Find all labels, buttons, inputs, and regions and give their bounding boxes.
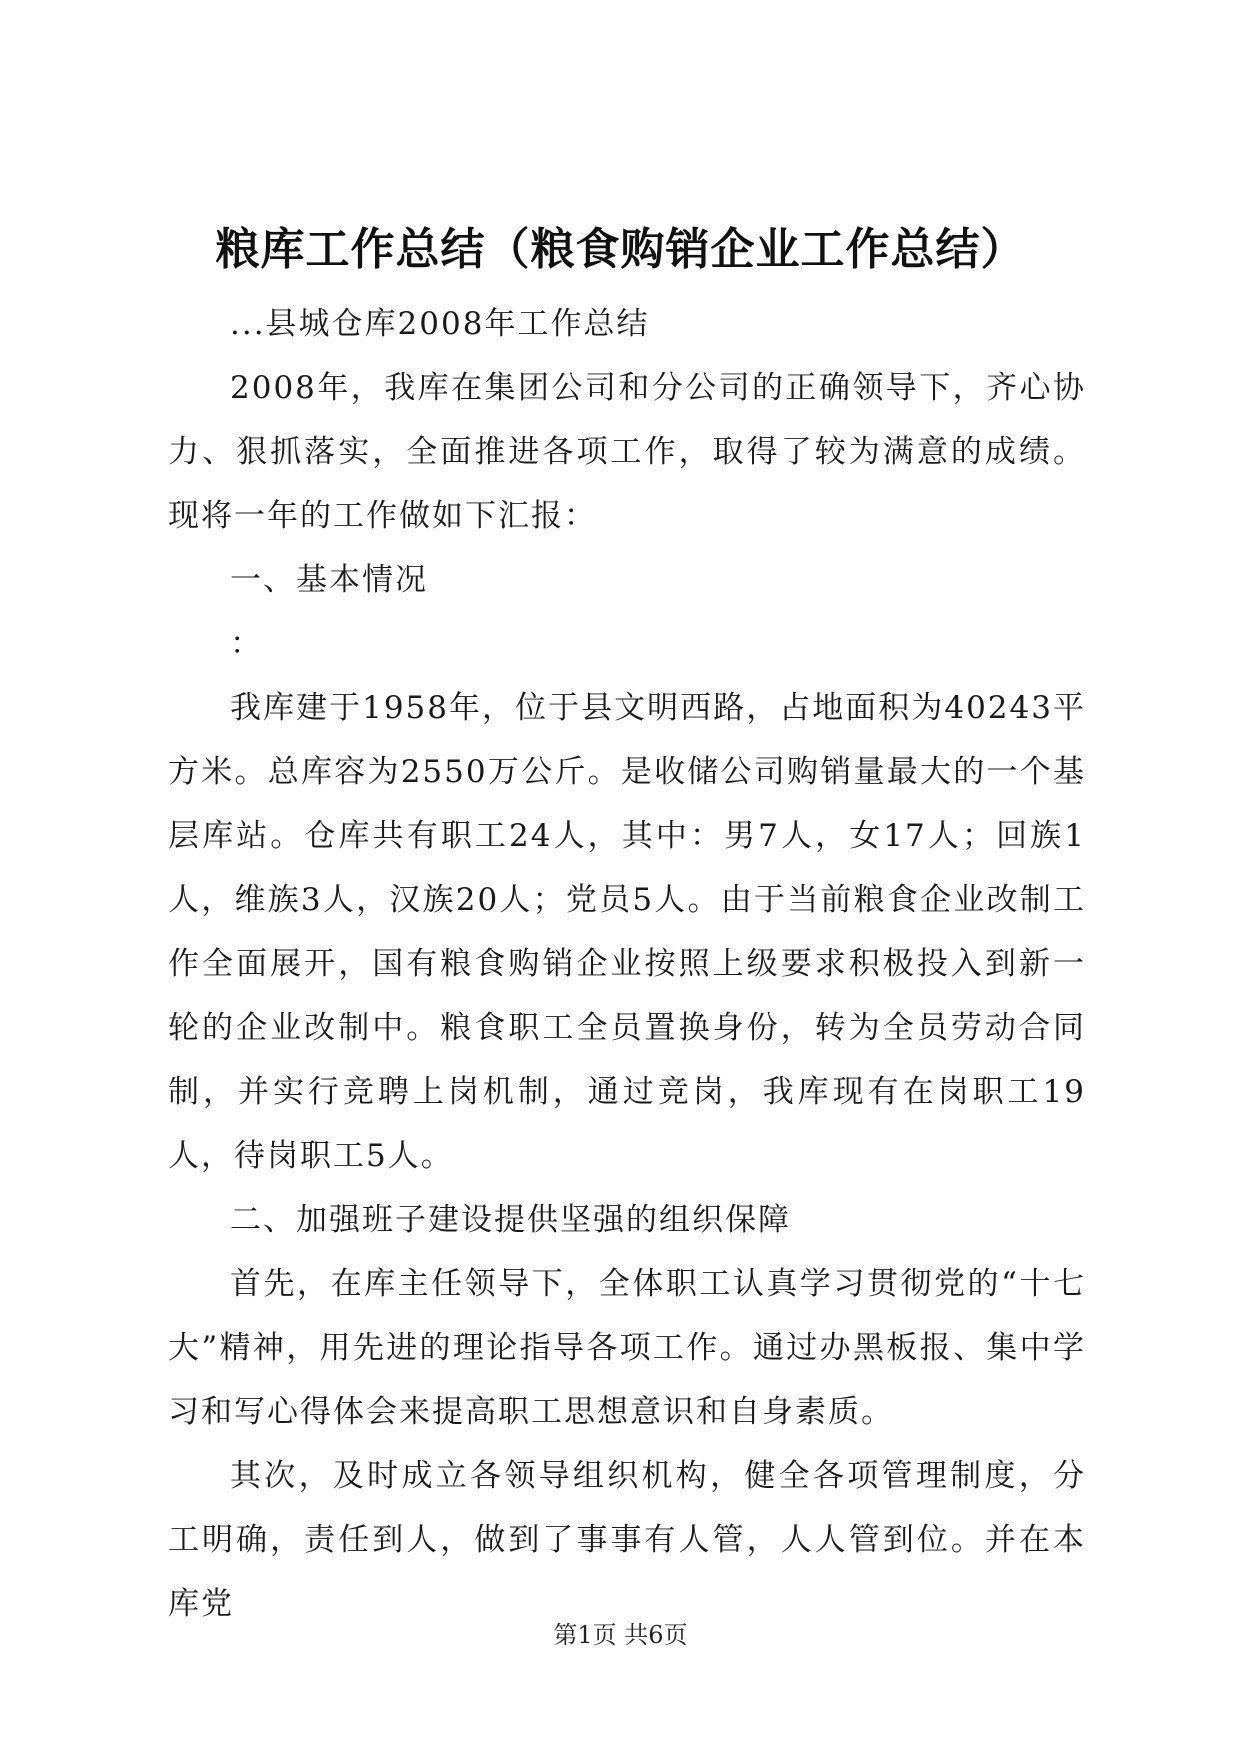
paragraph-subtitle: ...县城仓库2008年工作总结 bbox=[230, 306, 650, 342]
document-title: 粮库工作总结（粮食购销企业工作总结） bbox=[215, 224, 1026, 275]
section-heading-basic-info: 一、基本情况 bbox=[230, 562, 428, 598]
paragraph-first: 首先，在库主任领导下，全体职工认真学习贯彻党的“十七大”精神，用先进的理论指导各项工作。通过办黑板报、集中学习和写心得体会来提高职工思想意识和自身素质。 bbox=[168, 1266, 1086, 1430]
paragraph-basic-info: 我库建于1958年，位于县文明西路，占地面积为40243平方米。总库容为2550万公斤。是收储公司购销量最大的一个基层库站。仓库共有职工24人，其中：男7人，女17人；回族1人，维族3人，汉族20人；党员5人。由于当前粮食企业改制工作全面展开，国有粮食购销企业按照上级要求积极投入到新一轮的企业改制中。粮食职工全员置换身份，转为全员劳动合同制，并实行竞聘上岗机制，通过竞岗，我库现有在岗职工19人，待岗职工5人。 bbox=[168, 690, 1086, 1174]
section-heading-team-building: 二、加强班子建设提供坚强的组织保障 bbox=[230, 1202, 791, 1238]
paragraph-intro: 2008年，我库在集团公司和分公司的正确领导下，齐心协力、狠抓落实，全面推进各项工作，取得了较为满意的成绩。现将一年的工作做如下汇报： bbox=[168, 370, 1086, 534]
document-body bbox=[168, 292, 1086, 1636]
paragraph-colon: ： bbox=[230, 626, 263, 662]
page-number-footer: 第1页 共6页 bbox=[553, 1621, 688, 1649]
paragraph-second: 其次，及时成立各领导组织机构，健全各项管理制度，分工明确，责任到人，做到了事事有人管，人人管到位。并在本库党 bbox=[168, 1458, 1086, 1622]
